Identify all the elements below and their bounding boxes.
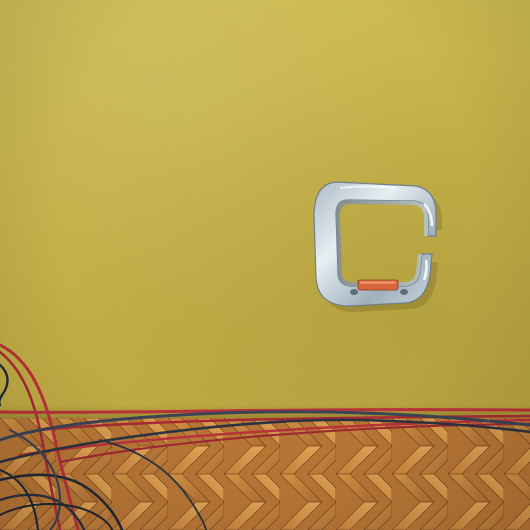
ring-accent-highlight [360,281,396,284]
wall-floor-shadow [0,405,530,419]
metal-ring-object[interactable] [306,176,446,312]
ring-bolt [350,289,358,295]
ring-bolt [400,289,408,295]
parquet-floor [0,418,530,530]
ring-inner-bevel [336,200,428,286]
